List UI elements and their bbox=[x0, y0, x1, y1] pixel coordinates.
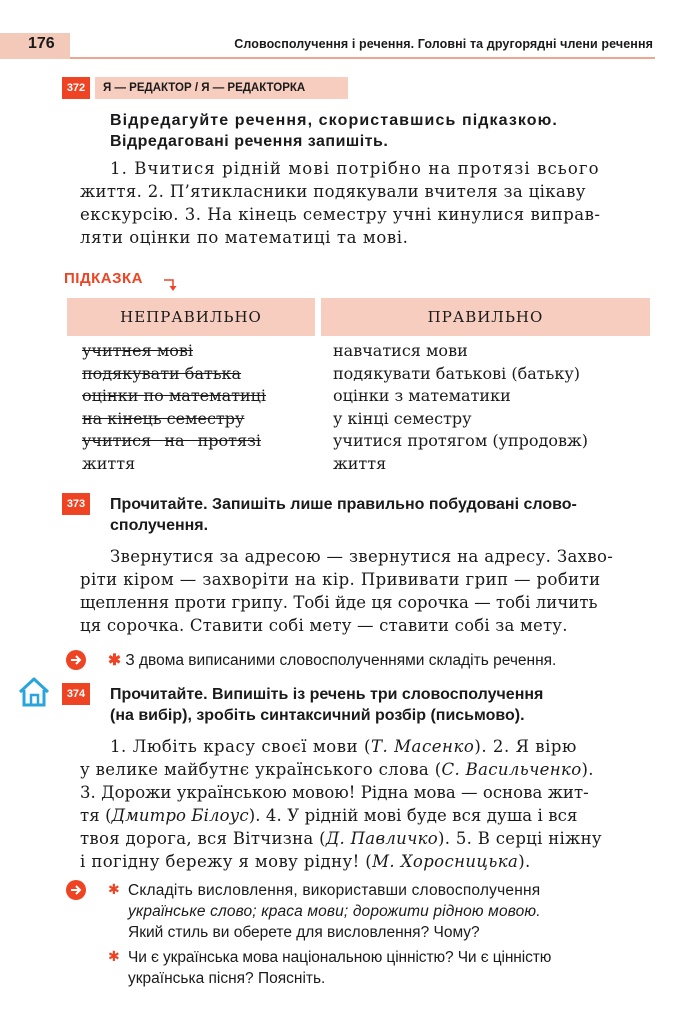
list-item: учитися на протязі bbox=[82, 431, 261, 451]
exercise-372-instruction: Відредагуйте речення, скориставшись підказкою. Відредаговані речення запишіть. bbox=[110, 112, 558, 150]
hint-right-list bbox=[333, 340, 653, 476]
exercise-374-number: 374 bbox=[62, 683, 90, 705]
home-icon bbox=[17, 676, 51, 708]
exercise-372-banner: Я — РЕДАКТОР / Я — РЕДАКТОРКА bbox=[95, 77, 348, 99]
running-header: Словосполучення і речення. Головні та другорядні члени речення bbox=[234, 37, 653, 51]
hint-wrong-list bbox=[82, 340, 307, 476]
hint-arrow-icon bbox=[163, 278, 179, 292]
list-item: оцінки по математиці bbox=[82, 386, 267, 406]
exercise-374-text: 1. Любіть красу своєї мови (Т. Масенко). 2. Я вірю у велике майбутнє українського слова (С. Васильченко). 3. Дорожи українською мовою! Рідна мова — основа жит- тя (Дмитро Білоус). 4. У рідній мові буде вся душа і вся твоя дорога, вся Вітчизна (Д. Павличко). 5. В серці ніжну і погідну бережу я мову рідну! (М. Хоросницька). bbox=[80, 737, 602, 871]
exercise-374-task-1: Складіть висловлення, використавши словосполучення українське слово; краса мови; дорожити рідною мовою. Який стиль ви оберете для висловлення? Чому? bbox=[128, 882, 541, 941]
list-item: навчатися мови bbox=[333, 341, 468, 360]
exercise-374-instruction: Прочитайте. Випишіть із речень три словосполучення (на вибір), зробіть синтаксичний розбір (письмово). bbox=[110, 686, 544, 724]
list-item: у кінці семестру bbox=[333, 408, 472, 428]
header-rule bbox=[70, 57, 655, 59]
list-item: життя bbox=[82, 453, 136, 473]
task-arrow-icon bbox=[66, 880, 86, 900]
asterisk-icon: ✱ bbox=[108, 949, 120, 965]
hint-label: ПІДКАЗКА bbox=[64, 270, 144, 287]
asterisk-icon: ✱ bbox=[108, 882, 120, 898]
exercise-372-number: 372 bbox=[62, 77, 90, 99]
exercise-373-number: 373 bbox=[62, 493, 90, 515]
exercise-373-instruction: Прочитайте. Запишіть лише правильно побудовані слово- сполучення. bbox=[110, 496, 577, 534]
list-item: життя bbox=[333, 453, 387, 473]
list-item: подякувати батькові (батьку) bbox=[333, 363, 581, 383]
hint-column-right-header: ПРАВИЛЬНО bbox=[321, 298, 650, 336]
exercise-374-task-2: Чи є українська мова національною цінністю? Чи є цінністю українська пісня? Поясніть. bbox=[128, 949, 552, 987]
list-item: учитнея мові bbox=[82, 341, 194, 360]
task-arrow-icon bbox=[66, 650, 86, 670]
list-item: подякувати батька bbox=[82, 363, 242, 383]
exercise-372-text: 1. Вчитися рідній мові потрібно на протязі всього життя. 2. П’ятикласники подякували вчителя за цікаву екскурсію. 3. На кінець семестру учні кинулися виправ- ляти оцінки по математиці та мові. bbox=[80, 159, 601, 247]
exercise-373-text: Звернутися за адресою — звернутися на адресу. Захво- ріти кіром — захворіти на кір. Прививати грип — робити щеплення проти грипу. Тобі йде ця сорочка — тобі личить ця сорочка. Ставити собі мету — ставити собі за мету. bbox=[80, 547, 614, 635]
page-number: 176 bbox=[28, 35, 55, 52]
list-item: на кінець семестру bbox=[82, 408, 245, 428]
exercise-373-task: ✱ З двома виписаними словосполученнями складіть речення. bbox=[108, 652, 557, 669]
list-item: учитися протягом (упродовж) bbox=[333, 431, 588, 451]
list-item: оцінки з математики bbox=[333, 386, 511, 406]
hint-column-wrong-header: НЕПРАВИЛЬНО bbox=[67, 298, 315, 336]
asterisk-icon: ✱ bbox=[108, 652, 121, 669]
